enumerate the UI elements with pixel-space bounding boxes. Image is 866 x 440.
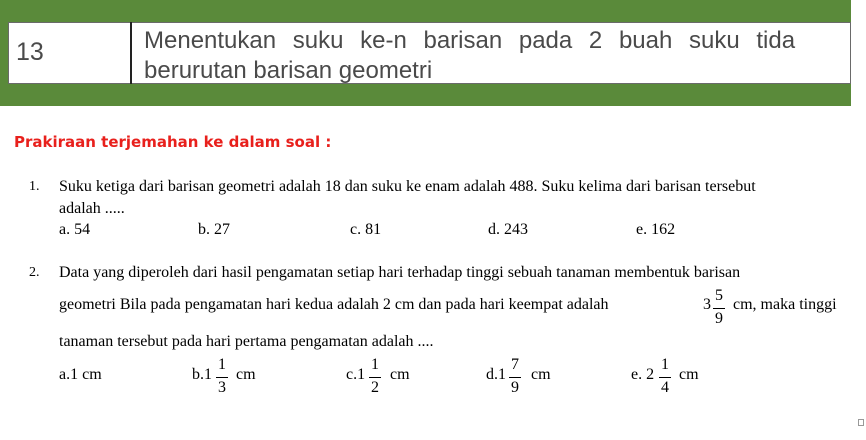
fraction-denominator: 2 (371, 379, 379, 396)
fraction-denominator: 9 (715, 310, 723, 327)
fraction-bar (659, 377, 671, 378)
fraction-numerator: 5 (715, 287, 723, 304)
header-row-number: 13 (16, 38, 44, 66)
question-2-line-1: Data yang diperoleh dari hasil pengamatan setiap hari terhadap tinggi sebuah tanaman membentuk barisan (59, 264, 741, 281)
question-2-option-e-prefix: e. 2 (631, 366, 655, 383)
fraction-numerator: 7 (511, 356, 519, 373)
question-1-number: 1. (29, 179, 40, 194)
question-2-option-c-unit: cm (390, 366, 410, 383)
question-1-option-c: c. 81 (350, 221, 382, 238)
question-2-option-b-prefix: b.1 (192, 366, 212, 383)
question-2-option-e-fraction (658, 357, 672, 397)
fraction-numerator: 1 (218, 356, 226, 373)
fraction-bar (713, 308, 725, 309)
fraction-numerator: 1 (371, 356, 379, 373)
question-2-option-a: a.1 cm (59, 366, 102, 383)
header-description-line-2: berurutan barisan geometri (144, 57, 433, 84)
fraction-denominator: 9 (511, 379, 519, 396)
question-2-line-3: tanaman tersebut pada hari pertama pengamatan adalah .... (59, 333, 434, 350)
header-description-line-1: Menentukan suku ke-n barisan pada 2 buah suku tida (144, 27, 796, 54)
question-2-option-b-unit: cm (236, 366, 256, 383)
question-2-option-c-prefix: c.1 (346, 366, 366, 383)
corner-handle-icon (858, 419, 864, 426)
mixed-number-whole: 3 (703, 296, 711, 313)
header-row-description (144, 26, 834, 86)
question-2-fraction (712, 288, 726, 328)
question-2-option-c-fraction (368, 357, 382, 397)
fraction-denominator: 3 (218, 379, 226, 396)
header-edge-strip (851, 0, 866, 106)
question-2-line-2: geometri Bila pada pengamatan hari kedua adalah 2 cm dan pada hari keempat adalah (59, 296, 609, 313)
question-2-option-d-prefix: d.1 (486, 366, 506, 383)
fraction-bar (369, 377, 381, 378)
question-2-option-e-unit: cm (679, 366, 699, 383)
question-2-option-b-fraction (215, 357, 229, 397)
fraction-numerator: 1 (661, 356, 669, 373)
question-1-line-1: Suku ketiga dari barisan geometri adalah 18 dan suku ke enam adalah 488. Suku kelima dari barisan tersebut (59, 178, 756, 195)
question-2-mixed-number (703, 296, 711, 314)
question-1-option-a: a. 54 (59, 221, 91, 238)
header-column-divider (130, 22, 132, 84)
fraction-bar (509, 377, 521, 378)
question-1-option-e: e. 162 (636, 221, 676, 238)
question-2-number: 2. (29, 265, 40, 280)
question-1-option-b: b. 27 (198, 221, 230, 238)
section-heading: Prakiraan terjemahan ke dalam soal : (14, 133, 332, 151)
question-1-option-d: d. 243 (488, 221, 528, 238)
question-2-option-d-fraction (508, 357, 522, 397)
question-2-option-d-unit: cm (531, 366, 551, 383)
fraction-denominator: 4 (661, 379, 669, 396)
question-1-line-2: adalah ..... (59, 200, 125, 217)
question-2-line-2-end: cm, maka tinggi (733, 296, 837, 313)
fraction-bar (216, 377, 228, 378)
